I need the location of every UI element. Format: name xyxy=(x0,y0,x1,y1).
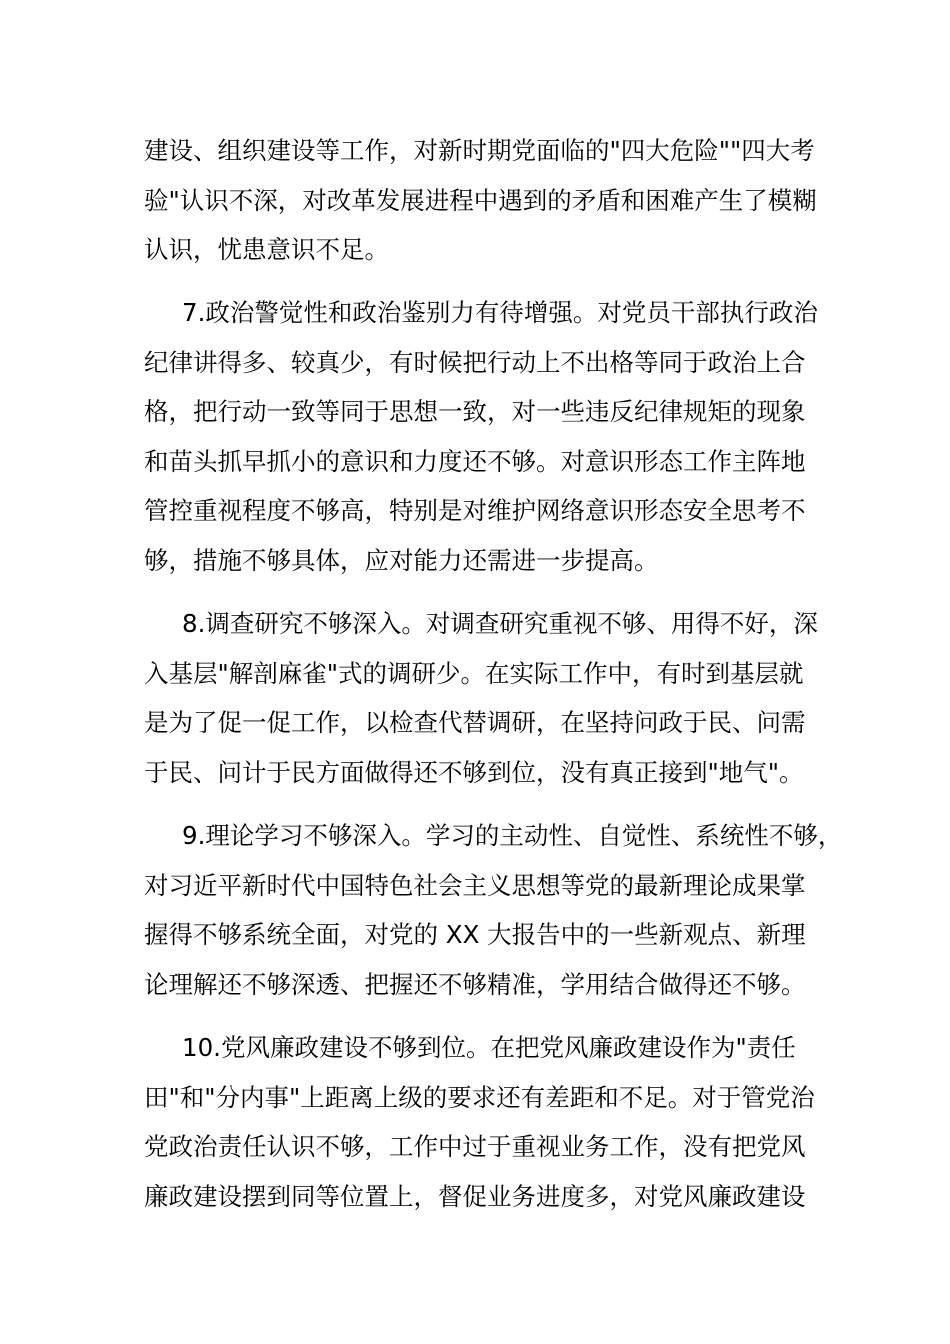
paragraph-continuation xyxy=(144,126,844,275)
text-line: 7.政治警觉性和政治鉴别力有待增强。对党员干部执行政治 xyxy=(182,298,818,327)
text-line: 于民、问计于民方面做得还不够到位，没有真正接到"地气"。 xyxy=(144,757,804,787)
text-line: 田"和"分内事"上距离上级的要求还有差距和不足。对于管党治 xyxy=(144,1082,815,1112)
text-line: 党政治责任认识不够，工作中过于重视业务工作，没有把党风 xyxy=(144,1132,806,1161)
paragraph-item-7 xyxy=(144,288,844,585)
text-line: 和苗头抓早抓小的意识和力度还不够。对意识形态工作主阵地 xyxy=(144,446,806,476)
text-line: 验"认识不深，对改革发展进程中遇到的矛盾和困难产生了模糊 xyxy=(144,185,817,215)
text-line: 握得不够系统全面，对党的 XX 大报告中的一些新观点、新理 xyxy=(144,920,806,949)
text-line: 管控重视程度不够高，特别是对维护网络意识形态安全思考不 xyxy=(144,496,806,525)
text-line: 纪律讲得多、较真少，有时候把行动上不出格等同于政治上合 xyxy=(144,347,806,377)
text-line: 认识，忧患意识不足。 xyxy=(144,235,389,264)
paragraph-item-10 xyxy=(144,1023,844,1221)
text-line: 廉政建设摆到同等位置上，督促业务进度多，对党风廉政建设 xyxy=(144,1181,806,1211)
text-line: 入基层"解剖麻雀"式的调研少。在实际工作中，有时到基层就 xyxy=(144,658,804,688)
paragraph-item-9 xyxy=(144,811,844,1009)
text-line: 对习近平新时代中国特色社会主义思想等党的最新理论成果掌 xyxy=(144,870,806,900)
text-line: 是为了促一促工作，以检查代替调研，在坚持问政于民、问需 xyxy=(144,708,806,737)
paragraph-item-8 xyxy=(144,599,844,797)
text-line: 够，措施不够具体，应对能力还需进一步提高。 xyxy=(144,545,659,575)
text-line: 论理解还不够深透、把握还不够精准，学用结合做得还不够。 xyxy=(144,969,806,999)
text-line: 格，把行动一致等同于思想一致，对一些违反纪律规矩的现象 xyxy=(144,397,806,426)
text-line: 9.理论学习不够深入。学习的主动性、自觉性、系统性不够， xyxy=(182,821,843,850)
text-line: 建设、组织建设等工作，对新时期党面临的"四大危险""四大考 xyxy=(144,136,815,165)
text-line: 10.党风廉政建设不够到位。在把党风廉政建设作为"责任 xyxy=(182,1033,796,1062)
text-line: 8.调查研究不够深入。对调查研究重视不够、用得不好，深 xyxy=(182,609,818,638)
